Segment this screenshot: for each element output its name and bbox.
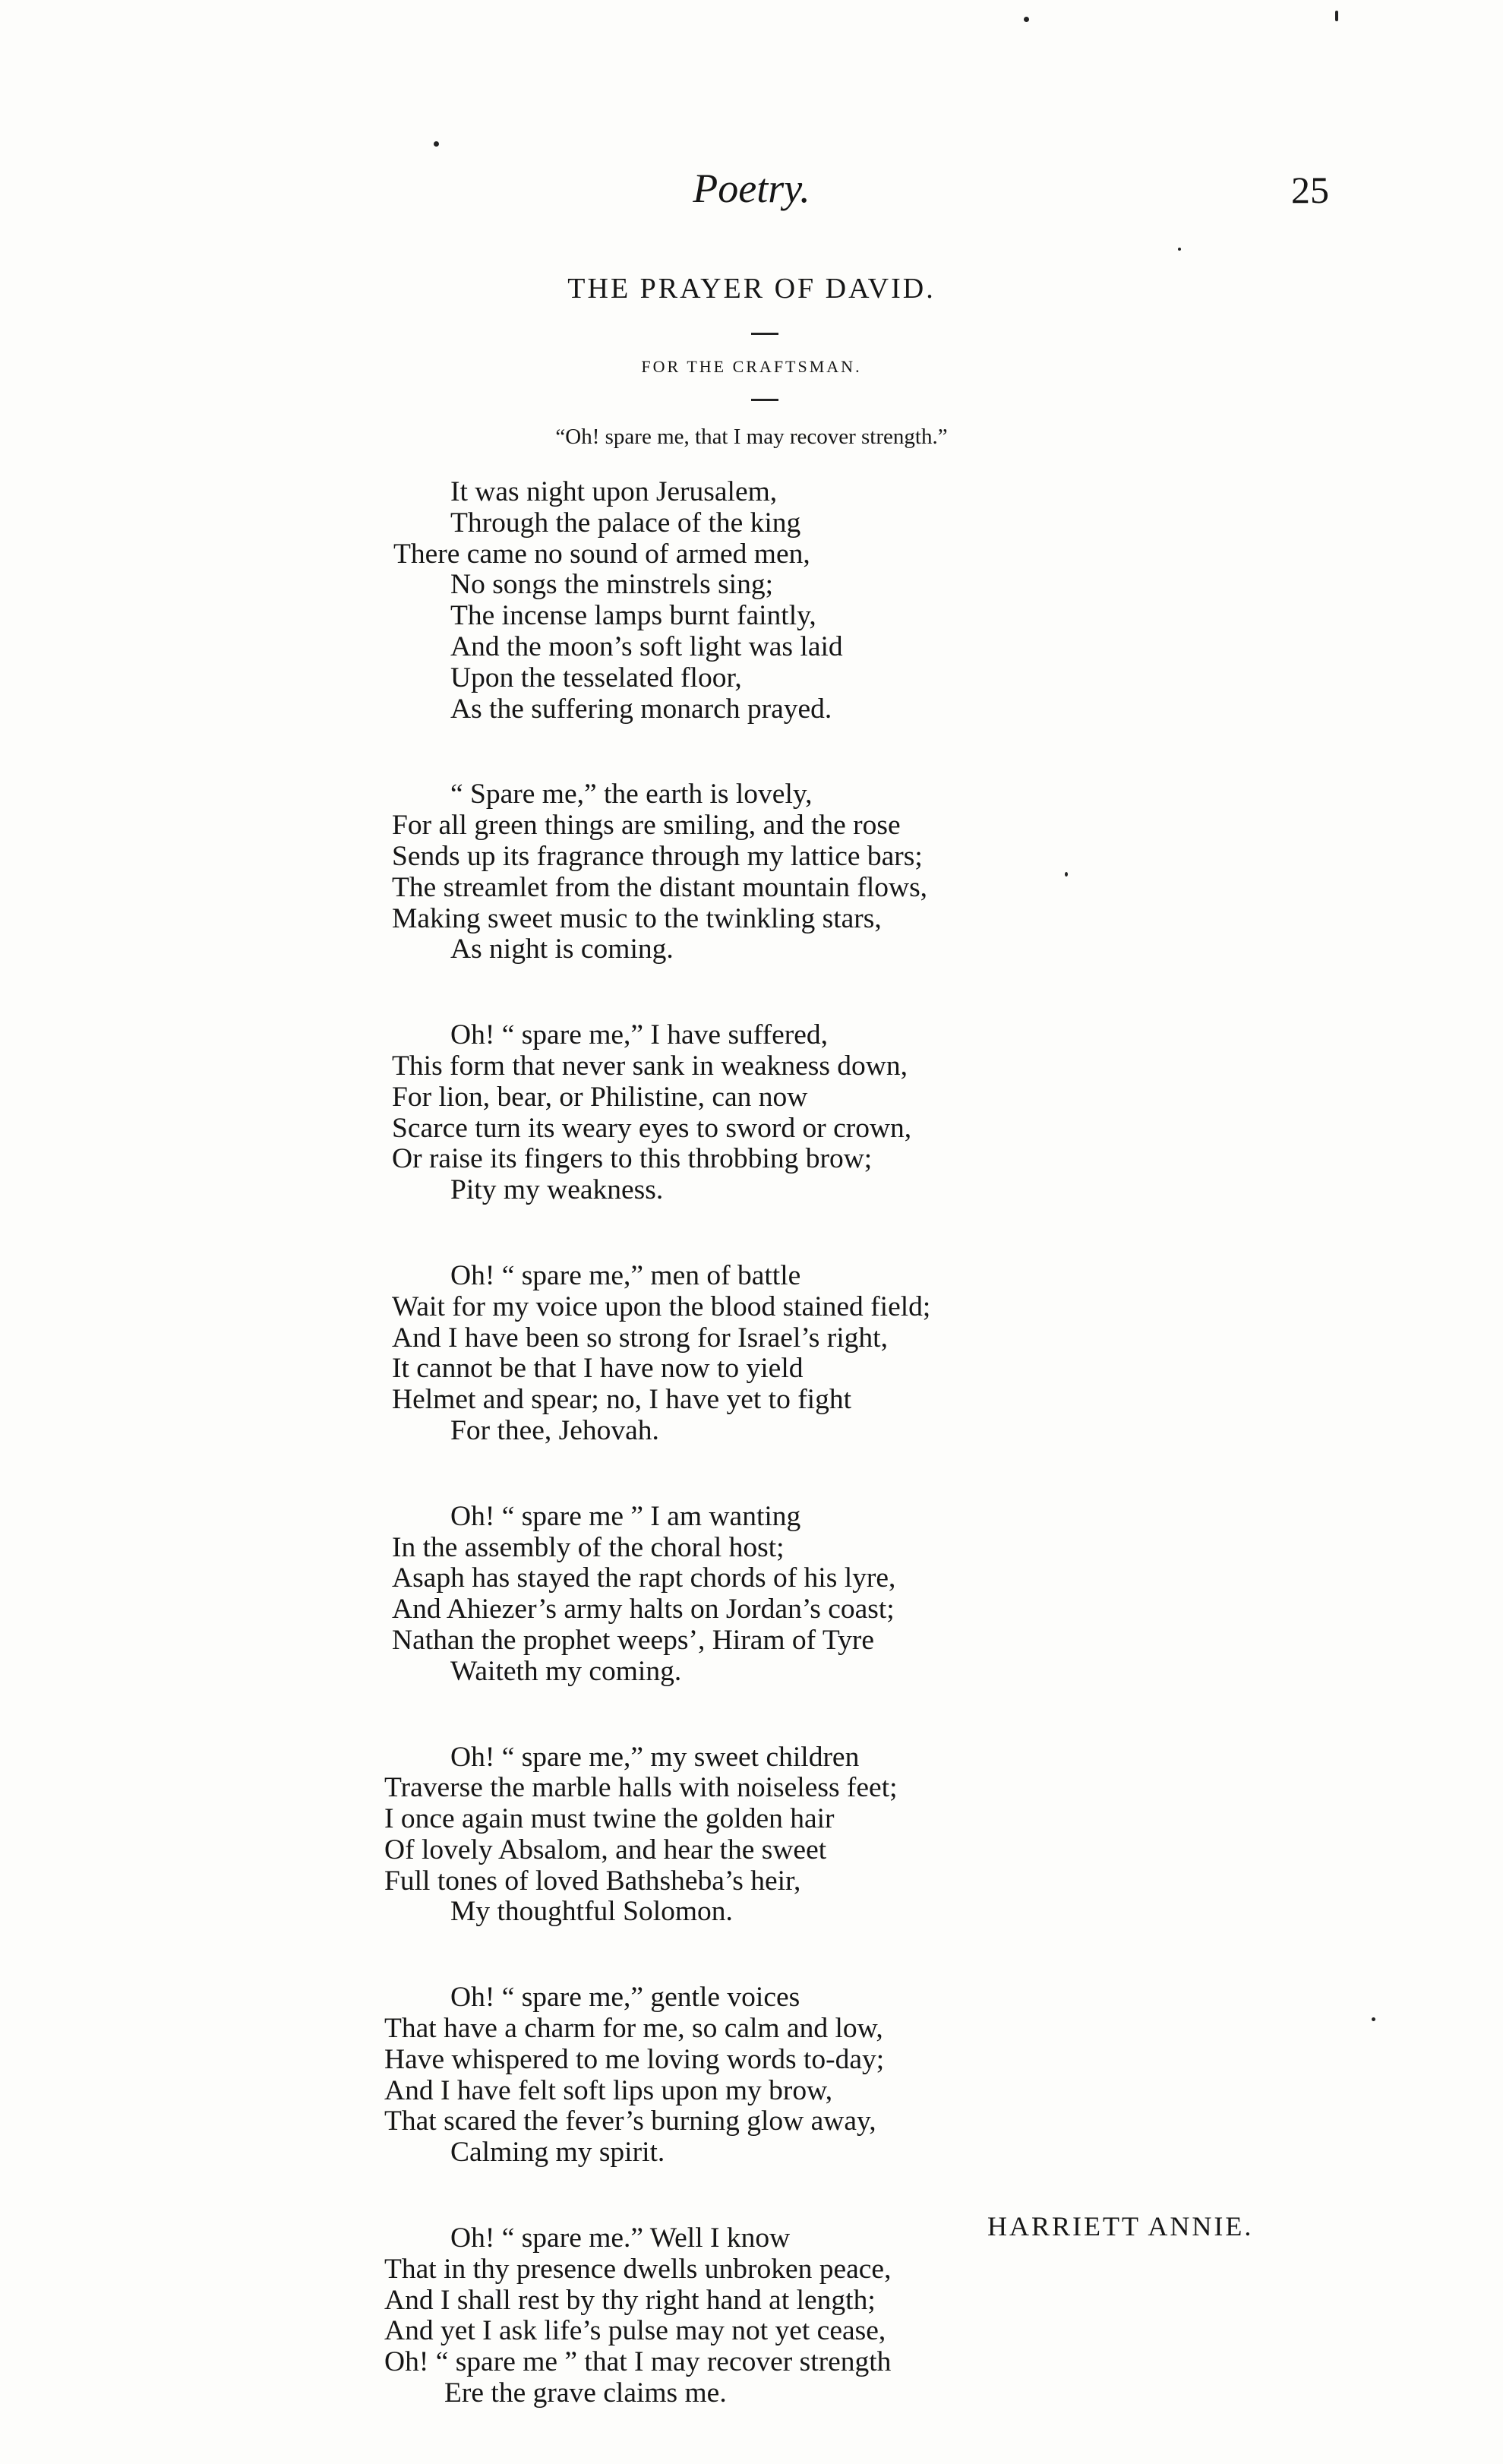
poem-line: As the suffering monarch prayed. xyxy=(450,693,832,725)
dedication-divider xyxy=(751,399,778,401)
poem-line: Oh! “ spare me,” men of battle xyxy=(450,1259,801,1291)
poem-line: And I have been so strong for Israel’s right, xyxy=(392,1322,888,1354)
poem-line: For all green things are smiling, and the rose xyxy=(392,810,901,842)
poem-body xyxy=(0,477,1503,2464)
poem-epigraph: “Oh! spare me, that I may recover strength.” xyxy=(555,425,948,449)
print-speck xyxy=(1024,17,1029,22)
print-speck xyxy=(434,141,439,147)
poem-line: Making sweet music to the twinkling stars, xyxy=(392,902,882,934)
poem-author: HARRIETT ANNIE. xyxy=(987,2211,1254,2241)
poem-line: No songs the minstrels sing; xyxy=(450,569,774,601)
poem-line: Have whispered to me loving words to-day; xyxy=(384,2043,885,2075)
poem-line: Oh! “ spare me ” I am wanting xyxy=(450,1500,801,1532)
poem-dedication: FOR THE CRAFTSMAN. xyxy=(641,357,862,376)
poem-title: THE PRAYER OF DAVID. xyxy=(567,273,936,305)
print-speck xyxy=(1065,872,1068,877)
poem-line: My thoughtful Solomon. xyxy=(450,1896,733,1928)
print-speck xyxy=(1372,2017,1375,2021)
print-speck xyxy=(1335,11,1338,21)
poem-line: Waiteth my coming. xyxy=(450,1655,682,1687)
poem-line: It was night upon Jerusalem, xyxy=(450,476,778,507)
stanza xyxy=(0,477,1503,725)
poem-line: Through the palace of the king xyxy=(450,507,801,539)
stanza xyxy=(0,1261,1503,1447)
poem-line: And I shall rest by thy right hand at length; xyxy=(384,2284,876,2316)
title-divider xyxy=(751,333,778,335)
poem-line: And yet I ask life’s pulse may not yet cease, xyxy=(384,2315,886,2347)
poem-line: Full tones of loved Bathsheba’s heir, xyxy=(384,1865,801,1897)
poem-line: Pity my weakness. xyxy=(450,1174,664,1206)
poem-line: Nathan the prophet weeps’, Hiram of Tyre xyxy=(392,1624,875,1656)
poem-line: The streamlet from the distant mountain flows, xyxy=(392,871,928,903)
stanza xyxy=(0,1982,1503,2169)
poem-line: Helmet and spear; no, I have yet to fight xyxy=(392,1384,852,1416)
poem-line: For lion, bear, or Philistine, can now xyxy=(392,1081,808,1113)
poem-line: There came no sound of armed men, xyxy=(393,538,810,570)
poem-line: And Ahiezer’s army halts on Jordan’s coast; xyxy=(392,1594,895,1625)
stanza xyxy=(0,1742,1503,1929)
poem-line: The incense lamps burnt faintly, xyxy=(450,600,816,632)
poem-line: For thee, Jehovah. xyxy=(450,1414,659,1446)
poem-line: “ Spare me,” the earth is lovely, xyxy=(450,779,813,810)
running-head: Poetry. xyxy=(693,166,810,211)
poem-line: Ere the grave claims me. xyxy=(444,2377,727,2409)
poem-line: And I have felt soft lips upon my brow, xyxy=(384,2074,833,2106)
poem-line: Oh! “ spare me,” gentle voices xyxy=(450,1982,800,2014)
poem-line: Wait for my voice upon the blood stained field; xyxy=(392,1290,931,1322)
poem-line: Oh! “ spare me ” that I may recover strength xyxy=(384,2346,892,2378)
poem-line: Oh! “ spare me,” I have suffered, xyxy=(450,1019,828,1051)
poem-line: Of lovely Absalom, and hear the sweet xyxy=(384,1834,827,1865)
poem-line: That in thy presence dwells unbroken peace, xyxy=(384,2253,892,2285)
stanza xyxy=(0,1502,1503,1688)
poem-line: Upon the tesselated floor, xyxy=(450,662,742,693)
poem-line: Asaph has stayed the rapt chords of his lyre, xyxy=(392,1562,896,1594)
poem-line: It cannot be that I have now to yield xyxy=(392,1353,804,1385)
stanza xyxy=(0,1020,1503,1206)
page-header xyxy=(0,0,1503,228)
poem-line: I once again must twine the golden hair xyxy=(384,1803,835,1835)
poem-line: Or raise its fingers to this throbbing brow; xyxy=(392,1143,873,1175)
print-speck xyxy=(1178,248,1181,251)
poem-line: As night is coming. xyxy=(450,933,674,965)
page-number: 25 xyxy=(1291,169,1329,211)
poem-line: Traverse the marble halls with noiseless feet; xyxy=(384,1772,898,1804)
poem-line: Scarce turn its weary eyes to sword or crown, xyxy=(392,1112,912,1144)
stanza xyxy=(0,779,1503,965)
poem-line: That have a charm for me, so calm and low, xyxy=(384,2013,883,2045)
poem-line: In the assembly of the choral host; xyxy=(392,1531,785,1563)
poem-line: Sends up its fragrance through my lattice bars; xyxy=(392,840,923,872)
stanza xyxy=(0,2223,1503,2409)
poem-line: Calming my spirit. xyxy=(450,2137,665,2169)
poem-line: Oh! “ spare me.” Well I know xyxy=(450,2222,791,2254)
poem-line: And the moon’s soft light was laid xyxy=(450,630,843,662)
poem-line: This form that never sank in weakness down, xyxy=(392,1050,908,1082)
poem-line: Oh! “ spare me,” my sweet children xyxy=(450,1741,860,1773)
poem-line: That scared the fever’s burning glow away, xyxy=(384,2105,876,2137)
